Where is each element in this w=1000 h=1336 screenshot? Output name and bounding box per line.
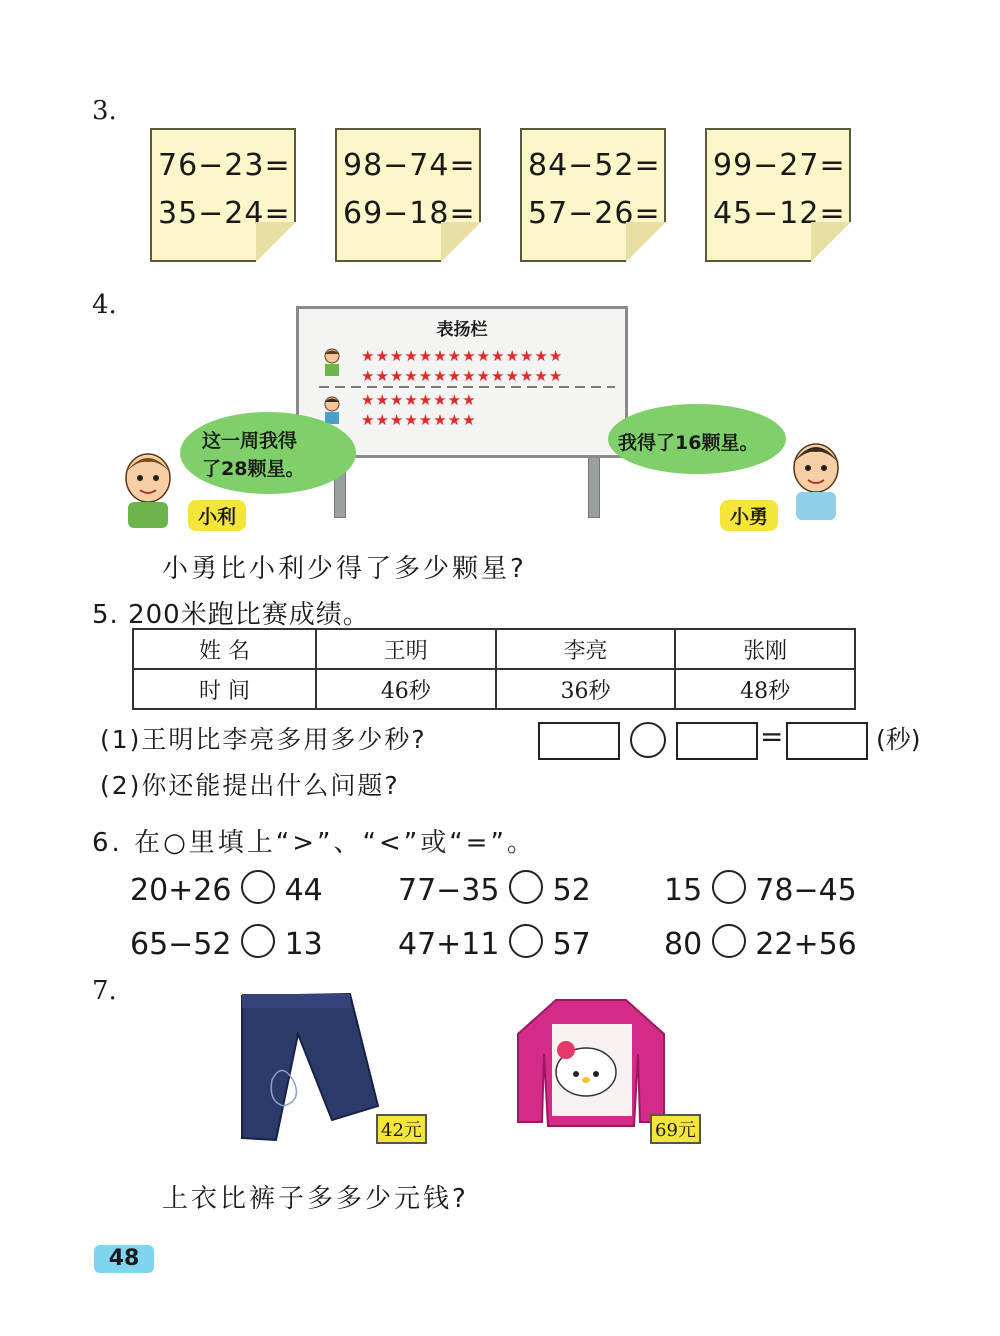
compare-circle[interactable] bbox=[712, 870, 746, 904]
exercise: 99−27= bbox=[713, 148, 846, 183]
bubble-text: 这一周我得 bbox=[202, 430, 298, 452]
answer-box-1[interactable] bbox=[538, 722, 620, 760]
q3-number: 3. bbox=[92, 96, 117, 126]
compare-left: 47+11 bbox=[398, 927, 500, 962]
compare-item bbox=[664, 924, 857, 962]
compare-circle[interactable] bbox=[509, 870, 543, 904]
page-fold-icon bbox=[626, 222, 666, 262]
compare-right: 52 bbox=[552, 873, 591, 908]
board-post-right bbox=[588, 456, 600, 518]
compare-left: 20+26 bbox=[130, 873, 232, 908]
boy-xiaoyong-icon bbox=[786, 438, 846, 520]
bubble-text: 了28颗星。 bbox=[202, 458, 305, 480]
boy-avatar-icon bbox=[321, 347, 343, 377]
star-row: ★★★★★★★★★★★★★★ bbox=[361, 347, 564, 365]
exercise-card-3 bbox=[520, 128, 666, 262]
compare-item bbox=[398, 924, 591, 962]
exercise: 98−74= bbox=[343, 148, 476, 183]
compare-item bbox=[398, 870, 591, 908]
answer-box-3[interactable] bbox=[786, 722, 868, 760]
page-fold-icon bbox=[811, 222, 851, 262]
exercise: 76−23= bbox=[158, 148, 291, 183]
name-tag-xiaoli: 小利 bbox=[188, 500, 246, 531]
exercise: 35−24= bbox=[158, 196, 291, 231]
table-header-cell: 张刚 bbox=[675, 629, 855, 669]
compare-circle[interactable] bbox=[712, 924, 746, 958]
q7-question: 上衣比裤子多多少元钱? bbox=[162, 1184, 469, 1214]
equals-sign: = bbox=[760, 720, 784, 753]
divider-line bbox=[299, 385, 625, 389]
table-cell: 48秒 bbox=[675, 669, 855, 709]
page-fold-icon bbox=[256, 222, 296, 262]
q4-number: 4. bbox=[92, 290, 117, 320]
q7-number: 7. bbox=[92, 976, 117, 1006]
operator-circle[interactable] bbox=[630, 722, 666, 758]
compare-item bbox=[130, 924, 323, 962]
answer-box-2[interactable] bbox=[676, 722, 758, 760]
compare-left: 77−35 bbox=[398, 873, 500, 908]
q5-title: 5. 200米跑比赛成绩。 bbox=[92, 600, 370, 630]
exercise: 84−52= bbox=[528, 148, 661, 183]
table-header-cell: 姓 名 bbox=[133, 629, 316, 669]
table-cell: 时 间 bbox=[133, 669, 316, 709]
compare-right: 13 bbox=[284, 927, 323, 962]
page-fold-icon bbox=[441, 222, 481, 262]
table-row bbox=[133, 629, 855, 669]
q5-sub1: (1)王明比李亮多用多少秒? bbox=[100, 725, 427, 754]
table-header-cell: 王明 bbox=[316, 629, 496, 669]
exercise-card-4 bbox=[705, 128, 851, 262]
q5-sub2: (2)你还能提出什么问题? bbox=[100, 771, 400, 800]
board-title: 表扬栏 bbox=[436, 320, 488, 340]
name-tag-xiaoyong: 小勇 bbox=[720, 500, 778, 531]
compare-right: 44 bbox=[284, 873, 323, 908]
bubble-text: 我得了16颗星。 bbox=[618, 432, 759, 454]
q4-question: 小勇比小利少得了多少颗星? bbox=[162, 554, 527, 584]
exercise: 45−12= bbox=[713, 196, 846, 231]
exercise-card-1 bbox=[150, 128, 296, 262]
exercise-card-2 bbox=[335, 128, 481, 262]
unit-label: (秒) bbox=[876, 725, 921, 754]
star-row: ★★★★★★★★ bbox=[361, 411, 477, 429]
race-results-table bbox=[132, 628, 856, 710]
star-row: ★★★★★★★★ bbox=[361, 391, 477, 409]
price-tag-shirt: 69元 bbox=[650, 1114, 701, 1144]
compare-right: 57 bbox=[552, 927, 591, 962]
speech-bubble-left bbox=[180, 412, 356, 494]
compare-item bbox=[130, 870, 323, 908]
exercise: 69−18= bbox=[343, 196, 476, 231]
exercise: 57−26= bbox=[528, 196, 661, 231]
compare-right: 78−45 bbox=[755, 873, 857, 908]
speech-bubble-right bbox=[608, 404, 786, 474]
star-row: ★★★★★★★★★★★★★★ bbox=[361, 367, 564, 385]
compare-circle[interactable] bbox=[241, 924, 275, 958]
table-cell: 46秒 bbox=[316, 669, 496, 709]
table-cell: 36秒 bbox=[496, 669, 676, 709]
compare-item bbox=[664, 870, 857, 908]
jeans-icon bbox=[232, 990, 382, 1146]
compare-left: 65−52 bbox=[130, 927, 232, 962]
page-number: 48 bbox=[94, 1245, 154, 1273]
q6-title: 6. 在○里填上“>”、“<”或“=”。 bbox=[92, 828, 536, 858]
table-row bbox=[133, 669, 855, 709]
price-tag-pants: 42元 bbox=[376, 1114, 427, 1144]
sweater-icon bbox=[516, 994, 666, 1130]
table-header-cell: 李亮 bbox=[496, 629, 676, 669]
boy-xiaoli-icon bbox=[118, 450, 178, 528]
compare-left: 80 bbox=[664, 927, 703, 962]
compare-circle[interactable] bbox=[241, 870, 275, 904]
compare-circle[interactable] bbox=[509, 924, 543, 958]
compare-left: 15 bbox=[664, 873, 703, 908]
compare-right: 22+56 bbox=[755, 927, 857, 962]
